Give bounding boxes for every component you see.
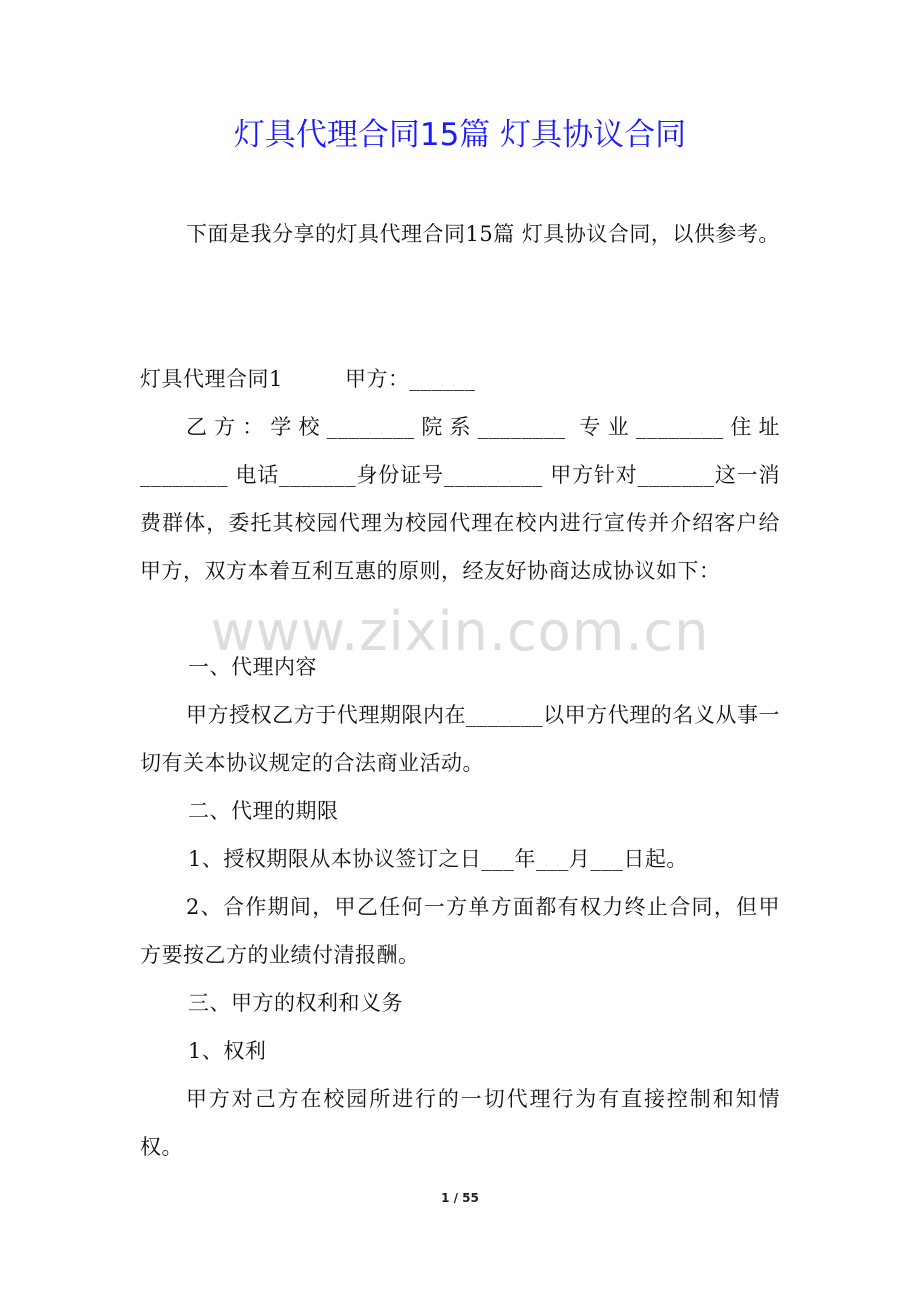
page-number: 1 / 55 [441,1191,479,1205]
watermark: www.zixin.com.cn [210,600,710,663]
document-title: 灯具代理合同15篇 灯具协议合同 [233,117,687,153]
clause-2-item-2: 2、合作期间，甲乙任何一方单方面都有权力终止合同，但甲方要按乙方的业绩付清报酬。 [140,895,780,967]
intro-paragraph: 下面是我分享的灯具代理合同15篇 灯具协议合同，以供参考。 [186,222,780,246]
clause-1-text: 甲方授权乙方于代理期限内在_______以甲方代理的名义从事一切有关本协议规定的合法商业活动。 [140,703,780,775]
clause-2-heading: 二、代理的期限 [188,799,339,823]
clause-3-sub-1-text: 甲方对己方在校园所进行的一切代理行为有直接控制和知情权。 [140,1087,780,1159]
clause-1-heading: 一、代理内容 [188,655,317,679]
party-b-paragraph: 乙方：学校________院系________ 专业________住址________ 电话_______身份证号_________ 甲方针对_______这一消费群体，委托其校园代理为校园代理在校内进行宣传并介绍客户给甲方，双方本着互利互惠的原则，经友好协商达成协议如下： [140,415,780,583]
clause-3-heading: 三、甲方的权利和义务 [188,991,403,1015]
contract-heading: 灯具代理合同1 [140,367,283,391]
clause-3-sub-1: 1、权利 [188,1039,267,1063]
clause-2-item-1: 1、授权期限从本协议签订之日___年___月___日起。 [188,847,688,871]
party-a-line: 甲方：______ [345,367,476,391]
